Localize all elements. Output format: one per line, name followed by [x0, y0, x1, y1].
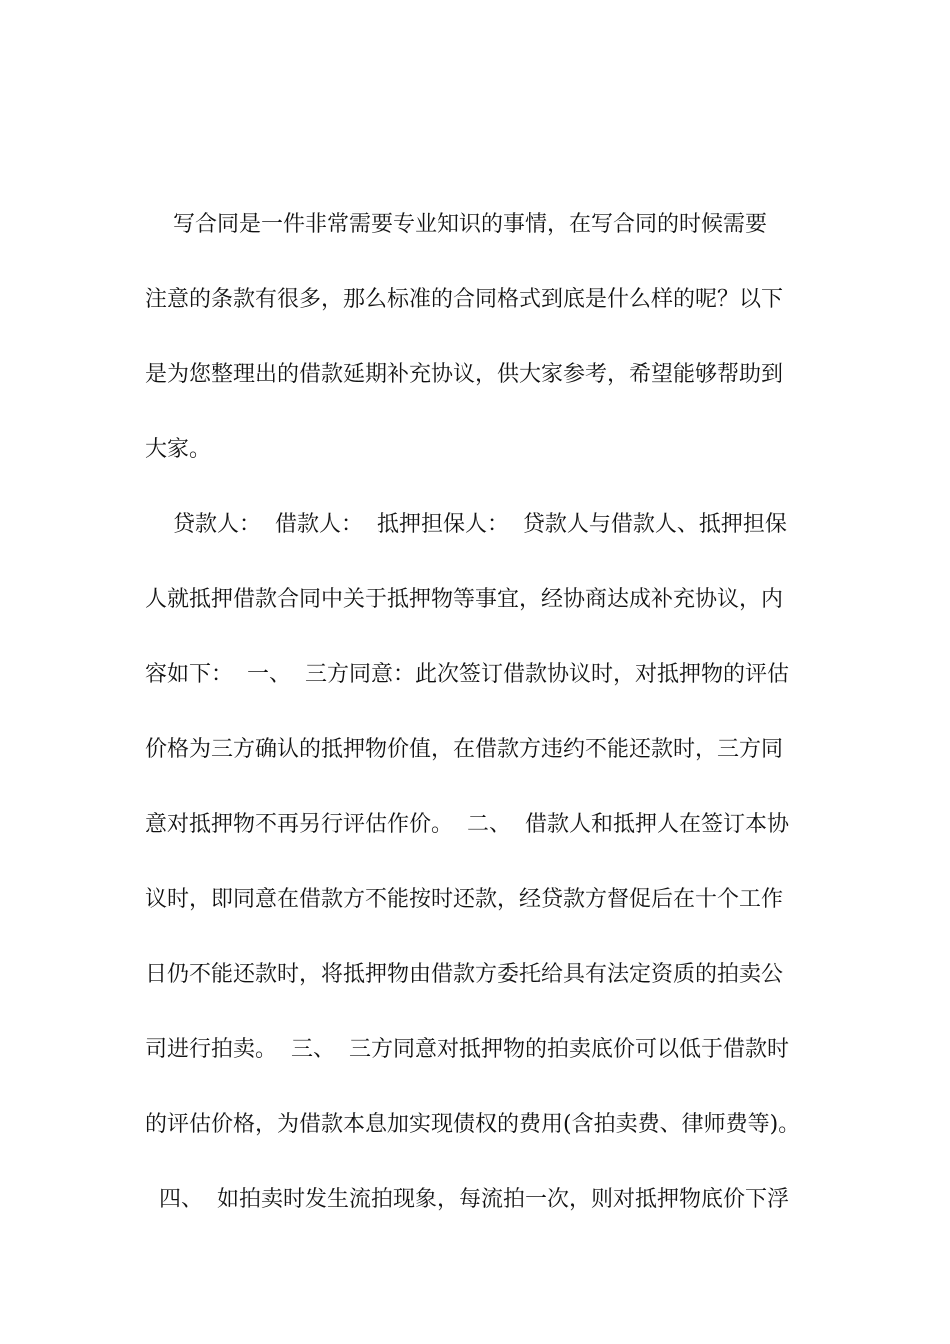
text-line: 的评估价格，为借款本息加实现债权的费用(含拍卖费、律师费等)。	[145, 1112, 801, 1137]
text-line: 大家。	[145, 437, 212, 462]
text-line: 四、 如拍卖时发生流拍现象，每流拍一次，则对抵押物底价下浮	[145, 1187, 789, 1212]
text-line: 日仍不能还款时，将抵押物由借款方委托给具有法定资质的拍卖公	[145, 962, 784, 987]
text-line: 容如下： 一、 三方同意：此次签订借款协议时，对抵押物的评估	[145, 662, 789, 687]
text-line: 注意的条款有很多，那么标准的合同格式到底是什么样的呢？以下	[145, 287, 784, 312]
text-line: 人就抵押借款合同中关于抵押物等事宜，经协商达成补充协议，内	[145, 587, 784, 612]
text-line: 价格为三方确认的抵押物价值，在借款方违约不能还款时，三方同	[145, 737, 784, 762]
text-line: 贷款人： 借款人： 抵押担保人： 贷款人与借款人、抵押担保	[145, 512, 787, 537]
text-line: 写合同是一件非常需要专业知识的事情，在写合同的时候需要	[145, 212, 767, 237]
text-line: 意对抵押物不再另行评估作价。 二、 借款人和抵押人在签订本协	[145, 812, 789, 837]
text-line: 是为您整理出的借款延期补充协议，供大家参考，希望能够帮助到	[145, 362, 784, 387]
text-line: 议时，即同意在借款方不能按时还款，经贷款方督促后在十个工作	[145, 887, 784, 912]
text-line: 司进行拍卖。 三、 三方同意对抵押物的拍卖底价可以低于借款时	[145, 1037, 789, 1062]
